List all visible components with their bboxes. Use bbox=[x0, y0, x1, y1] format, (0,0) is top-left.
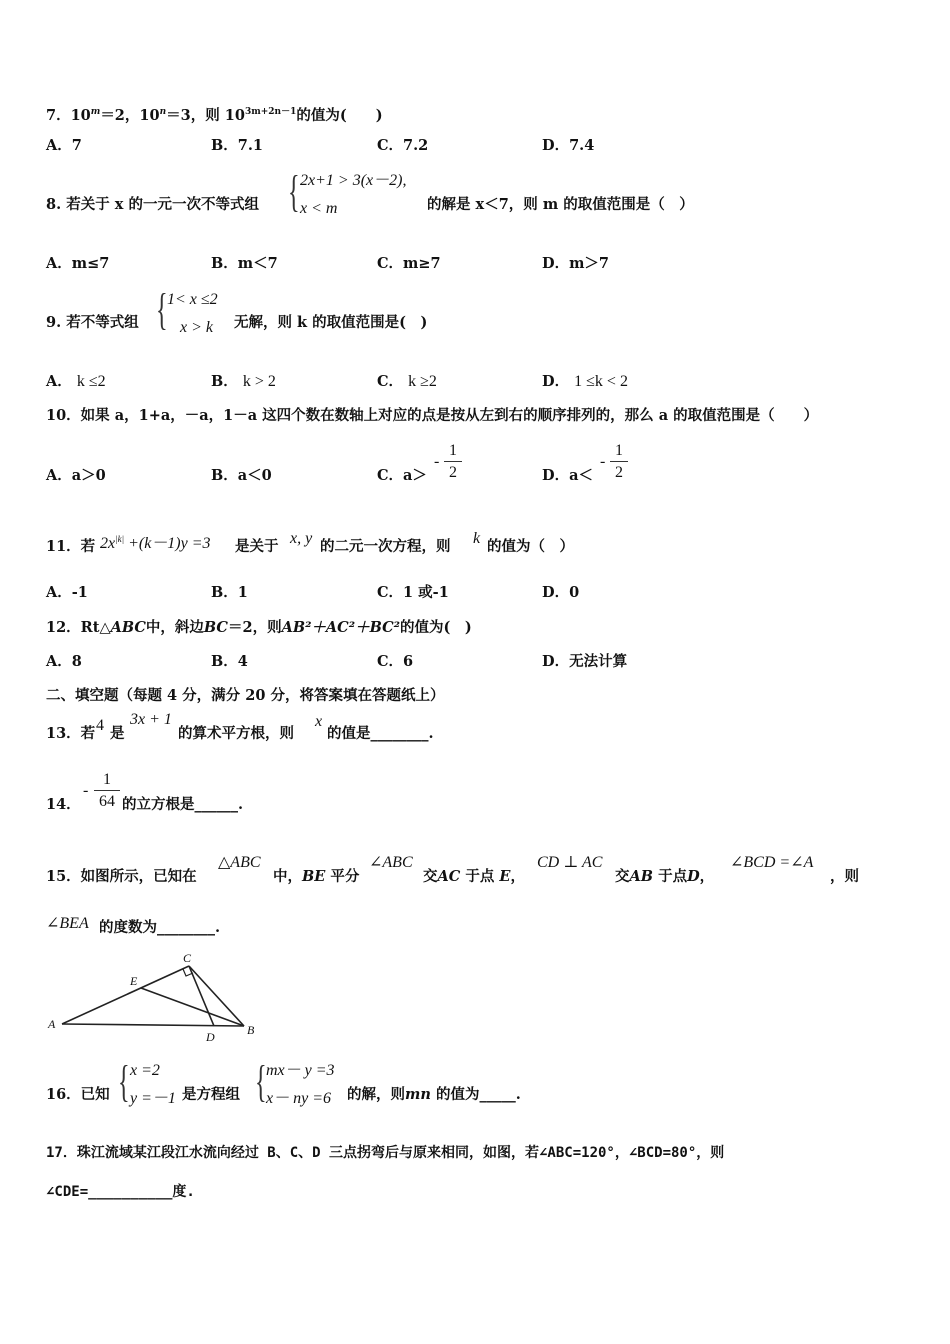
q9-system-line2: x > k bbox=[180, 319, 213, 336]
q7-text: ＝3，则 10 bbox=[166, 107, 245, 124]
q12-number: 12．Rt bbox=[46, 619, 100, 636]
option-value: k > 2 bbox=[242, 373, 276, 390]
point-label-b: B bbox=[247, 1023, 255, 1037]
q16-system-line1: mx－ y =3 bbox=[266, 1062, 335, 1079]
q12-bc: BC bbox=[203, 619, 228, 636]
fraction-numerator: 1 bbox=[610, 441, 628, 462]
q16-brace-2: { bbox=[255, 1057, 267, 1106]
q16-text: 的解，则 bbox=[347, 1086, 405, 1103]
point-label-a: A bbox=[48, 1017, 56, 1031]
q15-be: BE bbox=[302, 868, 326, 885]
q11-expr: 2x bbox=[100, 535, 116, 552]
q9-option-a[interactable] bbox=[46, 372, 106, 392]
fraction-denominator: 2 bbox=[449, 464, 457, 481]
q15-text: 平分 bbox=[330, 868, 360, 885]
q15-text: ， bbox=[510, 868, 525, 885]
q11-option-c[interactable]: C．1 或-1 bbox=[377, 584, 449, 601]
q7-option-d[interactable]: D．7.4 bbox=[542, 137, 595, 154]
q15-stem bbox=[615, 867, 714, 887]
q10-option-c[interactable]: C．a＞ bbox=[377, 467, 427, 484]
q15-text: 中， bbox=[273, 868, 302, 885]
segment-be bbox=[141, 988, 244, 1026]
q9-text: 若不等式组 bbox=[66, 314, 139, 331]
q12-triangle: △ABC bbox=[99, 619, 146, 636]
q8-option-b[interactable]: B．m＜7 bbox=[211, 255, 278, 272]
q8-system-line2: x < m bbox=[300, 200, 338, 217]
q15-text: ， bbox=[699, 868, 715, 885]
q11-vars: x, y bbox=[290, 530, 313, 547]
q13-number: 13．若 bbox=[46, 725, 96, 742]
q12-expr: AB²＋AC²＋BC² bbox=[281, 619, 400, 636]
section-heading: 二、填空题（每题 4 分，满分 20 分，将答案填在答题纸上） bbox=[46, 687, 445, 704]
q12-option-a[interactable]: A．8 bbox=[46, 653, 82, 670]
q10-c-neg: - bbox=[434, 453, 440, 470]
q11-equation bbox=[100, 529, 211, 554]
q12-text: 的值为( ) bbox=[400, 619, 472, 636]
q9-number: 9. bbox=[46, 314, 62, 331]
q15-line2: 的度数为________. bbox=[99, 919, 221, 936]
q8-stem bbox=[46, 195, 259, 215]
q12-text: ＝2，则 bbox=[227, 619, 282, 636]
option-label: D． bbox=[542, 373, 570, 390]
q10-stem: 10．如果 a，1+a，－a，1－a 这四个数在数轴上对应的点是按从左到右的顺序排列的，那么 a 的取值范围是（ ） bbox=[46, 407, 819, 424]
q11-expr-sup: |k| bbox=[115, 534, 125, 544]
q16-system-line2: x－ ny =6 bbox=[266, 1090, 332, 1107]
segment-ac bbox=[62, 966, 189, 1024]
fraction-numerator: 1 bbox=[444, 441, 462, 462]
q10-option-a[interactable]: A．a＞0 bbox=[46, 467, 106, 484]
q15-perp: CD ⊥ AC bbox=[537, 854, 603, 871]
q8-text: 若关于 x 的一元一次不等式组 bbox=[66, 196, 259, 213]
option-value: 1 ≤k < 2 bbox=[574, 373, 628, 390]
q15-text: 于点 bbox=[658, 868, 688, 885]
q9-option-d[interactable] bbox=[542, 372, 628, 392]
q11-k: k bbox=[473, 530, 481, 547]
option-label: C． bbox=[377, 373, 404, 390]
q16-text: 是方程组 bbox=[182, 1086, 240, 1103]
q15-triangle-figure bbox=[46, 952, 266, 1044]
q7-text: 10 bbox=[70, 107, 91, 124]
q9-option-b[interactable] bbox=[211, 372, 276, 392]
q15-ac: AC bbox=[437, 868, 461, 885]
q15-stem bbox=[273, 867, 359, 887]
q15-number: 15．如图所示，已知在 bbox=[46, 868, 197, 885]
q7-option-a[interactable]: A．7 bbox=[46, 137, 82, 154]
q7-sup-expr: 3m+2n－1 bbox=[244, 107, 297, 117]
q11-expr: +(k－1)y =3 bbox=[128, 535, 211, 552]
option-value: k ≤2 bbox=[76, 373, 106, 390]
q12-option-c[interactable]: C．6 bbox=[377, 653, 414, 670]
point-label-e: E bbox=[130, 974, 138, 988]
fraction-denominator: 64 bbox=[99, 793, 115, 810]
q16-number: 16．已知 bbox=[46, 1086, 110, 1103]
q16-solution-line1: x =2 bbox=[130, 1062, 160, 1079]
q8-system-line1: 2x+1 > 3(x－2), bbox=[300, 172, 407, 189]
q16-brace-1: { bbox=[118, 1057, 130, 1106]
q14-fraction bbox=[94, 770, 120, 813]
q10-option-d[interactable]: D．a＜ bbox=[542, 467, 593, 484]
option-label: A． bbox=[46, 373, 72, 390]
q7-text: ＝2，10 bbox=[100, 107, 160, 124]
q8-number: 8. bbox=[46, 196, 62, 213]
q8-brace: { bbox=[288, 167, 300, 216]
q13-text: 的算术平方根，则 bbox=[178, 725, 294, 742]
q15-ab: AB bbox=[629, 868, 654, 885]
segment-cd bbox=[189, 966, 214, 1026]
point-label-d: D bbox=[206, 1030, 215, 1044]
q13-four: 4 bbox=[96, 717, 104, 734]
q15-triangle: △ABC bbox=[218, 854, 261, 871]
q15-text: 交 bbox=[423, 868, 438, 885]
q10-c-fraction bbox=[444, 441, 462, 484]
q17-line2: ∠CDE=__________度. bbox=[46, 1184, 195, 1200]
fraction-numerator: 1 bbox=[94, 770, 120, 791]
q15-text: 于点 bbox=[465, 868, 495, 885]
q16-post bbox=[347, 1085, 521, 1105]
q11-post: 的值为（ ） bbox=[487, 538, 574, 555]
q11-text: 是关于 bbox=[235, 538, 279, 555]
q11-number: 11．若 bbox=[46, 538, 96, 555]
q16-solution-line2: y =－1 bbox=[130, 1090, 176, 1107]
fraction-denominator: 2 bbox=[615, 464, 623, 481]
q12-option-d[interactable]: D．无法计算 bbox=[542, 653, 628, 670]
q17-line1: 17．珠江流域某江段江水流向经过 B、C、D 三点拐弯后与原来相同，如图，若∠ABC=120°，∠BCD=80°，则 bbox=[46, 1145, 725, 1161]
q9-brace: { bbox=[156, 285, 168, 334]
q9-stem bbox=[46, 313, 139, 333]
q15-e: E bbox=[499, 868, 511, 885]
q12-text: 中，斜边 bbox=[145, 619, 204, 636]
q9-system-line1: 1< x ≤2 bbox=[167, 291, 218, 308]
q15-stem bbox=[423, 867, 525, 887]
q9-post: 无解，则 k 的取值范围是( ) bbox=[234, 314, 428, 331]
q11-text: 的二元一次方程，则 bbox=[320, 538, 451, 555]
q12-stem bbox=[46, 618, 472, 638]
q12-option-b[interactable]: B．4 bbox=[211, 653, 248, 670]
q7-stem bbox=[46, 102, 383, 126]
q13-is: 是 bbox=[110, 725, 125, 742]
q16-mn: mn bbox=[405, 1086, 431, 1103]
q8-post: 的解是 x＜7，则 m 的取值范围是（ ） bbox=[427, 196, 694, 213]
q7-option-b[interactable]: B．7.1 bbox=[211, 137, 263, 154]
q7-option-c[interactable]: C．7.2 bbox=[377, 137, 429, 154]
option-value: k ≥2 bbox=[408, 373, 437, 390]
q11-option-d[interactable]: D．0 bbox=[542, 584, 580, 601]
q15-text: 交 bbox=[615, 868, 630, 885]
q14-neg: - bbox=[83, 782, 89, 799]
q14-post: 的立方根是______. bbox=[122, 796, 244, 813]
q13-x: x bbox=[315, 713, 323, 730]
q8-option-d[interactable]: D．m＞7 bbox=[542, 255, 610, 272]
q11-option-b[interactable]: B．1 bbox=[211, 584, 248, 601]
segment-ab bbox=[62, 1024, 244, 1026]
q15-d: D bbox=[687, 868, 700, 885]
option-label: B． bbox=[211, 373, 238, 390]
q15-angle-eq: ∠BCD =∠A bbox=[730, 854, 814, 871]
q15-text: ，则 bbox=[830, 868, 859, 885]
point-label-c: C bbox=[183, 952, 192, 965]
q10-d-neg: - bbox=[600, 453, 606, 470]
q14-number: 14． bbox=[46, 796, 81, 813]
q10-d-fraction bbox=[610, 441, 628, 484]
q7-text: 的值为( ) bbox=[296, 107, 383, 124]
q8-option-a[interactable]: A．m≤7 bbox=[46, 255, 110, 272]
q13-post: 的值是________. bbox=[327, 725, 434, 742]
q11-option-a[interactable]: A．-1 bbox=[46, 584, 88, 601]
q7-sup-m: m bbox=[90, 107, 101, 117]
q10-option-b[interactable]: B．a＜0 bbox=[211, 467, 272, 484]
q7-number: 7． bbox=[46, 107, 71, 124]
q15-angle-bea: ∠BEA bbox=[46, 915, 89, 932]
q7-sup-n: n bbox=[159, 107, 167, 117]
q16-text: 的值为_____. bbox=[435, 1086, 521, 1103]
segment-cb bbox=[189, 966, 244, 1026]
q9-option-c[interactable] bbox=[377, 372, 437, 392]
q13-expr: 3x + 1 bbox=[130, 711, 172, 728]
q8-option-c[interactable]: C．m≥7 bbox=[377, 255, 441, 272]
q15-angle-abc: ∠ABC bbox=[369, 854, 413, 871]
